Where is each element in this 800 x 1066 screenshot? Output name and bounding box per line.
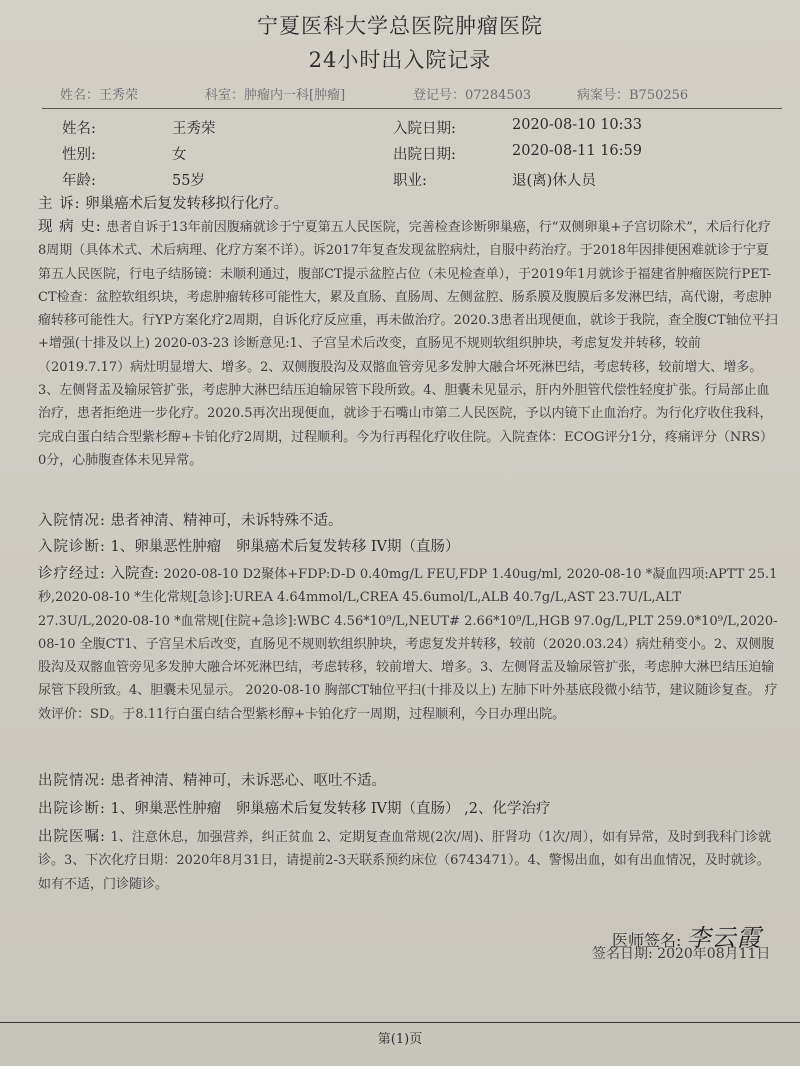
- admission-diagnosis: [38, 536, 778, 559]
- discharge-date-label: 出院日期:: [393, 147, 456, 163]
- signature-name: 李云霞: [686, 924, 762, 952]
- admit-dx-text: 1、卵巢恶性肿瘤 卵巢癌术后复发转移 IV期（直肠）: [110, 539, 460, 555]
- history-label: 现 病 史:: [38, 219, 102, 235]
- advice-label: 出院医嘱:: [38, 829, 106, 845]
- footer-divider: [0, 1022, 800, 1023]
- header-name: 姓名：王秀荣: [60, 88, 139, 103]
- course-label: 诊疗经过:: [38, 566, 106, 582]
- header-reg-no: 登记号：07284503: [413, 88, 532, 103]
- patient-age: 55岁: [172, 173, 205, 189]
- name-label: 姓名:: [62, 121, 96, 137]
- sex-label: 性别:: [62, 147, 96, 163]
- header-dept: 科室：肿瘤内一科[肿瘤]: [205, 88, 346, 103]
- complaint-label: 主 诉:: [38, 196, 81, 212]
- treatment-course: [38, 563, 778, 726]
- occupation-label: 职业:: [393, 173, 427, 189]
- discharge-date: 2020-08-11 16:59: [512, 143, 642, 159]
- course-text: 2020-08-10 *凝血四项:APTT 25.1秒,2020-08-10 *生化常规[急诊]:UREA 4.64mmol/L,CREA 45.6umol/L,ALB 40.7g/L,AST 23.7U/L,ALT 27.3U/L,2020-08-10 *血常规[住院+急诊]:WBC 4.56*10⁹/L,NEUT# 2.66*10⁹/L,HGB 97.0g/L,PLT 259.0*10⁹/L,2020-08-10 全腹CT1、子宫呈术后改变，直肠见不规则软组织肿块，考虑复发并转移，较前（2020.03.24）病灶稍变小。2、双侧腹股沟及双髂血管旁见多发肿大融合坏死淋巴结，考虑转移，较前增大、增多。3、左侧肾盂及输尿管扩张，考虑肿大淋巴结压迫输尿管下段所致。4、胆囊未见显示。 2020-08-10 胸部CT轴位平扫(十排及以上) 左肺下叶外基底段微小结节，建议随诊复查。 疗效评价：SD。于8.11行白蛋白结合型紫杉醇+卡铂化疗一周期，过程顺利，今日办理出院。: [38, 567, 778, 722]
- signature-label: 医师签名:: [612, 931, 682, 950]
- document-title: 24小时出入院记录: [308, 48, 492, 72]
- signature-date: 签名日期: 2020年08月11日: [592, 946, 771, 962]
- admission-status: [38, 510, 778, 533]
- discharge-dx-label: 出院诊断:: [38, 801, 106, 817]
- discharge-status-label: 出院情况:: [38, 773, 106, 789]
- history-text: 患者自诉于13年前因腹痛就诊于宁夏第五人民医院，完善检查诊断卵巢癌，行“双侧卵巢+子宫切除术”，术后行化疗8周期（具体术式、术后病理、化疗方案不详）。诉2017年复查发现盆腔病灶，自服中药治疗。于2018年因排便困难就诊于宁夏第五人民医院，行电子结肠镜：未顺利通过，腹部CT提示盆腔占位（未见检查单），于2019年1月就诊于福建省肿瘤医院行PET-CT检查：盆腔软组织块，考虑肿瘤转移可能性大，累及直肠、直肠周、左侧盆腔、肠系膜及腹膜后多发淋巴结，高代谢，考虑肿瘤转移可能性大。行YP方案化疗2周期，自诉化疗反应重，再未做治疗。2020.3患者出现便血，就诊于我院，查全腹CT轴位平扫+增强(十排及以上) 2020-03-23 诊断意见:1、子宫呈术后改变，直肠见不规则软组织肿块，考虑复发并转移，较前（2019.7.17）病灶明显增大、增多。2、双侧腹股沟及双髂血管旁见多发肿大融合坏死淋巴结，考虑转移，较前增大、增多。3、左侧肾盂及输尿管扩张，考虑肿大淋巴结压迫输尿管下段所致。4、胆囊未见显示，肝内外胆管代偿性轻度扩张。行局部止血治疗，患者拒绝进一步化疗。2020.5再次出现便血，就诊于石嘴山市第二人民医院，予以内镜下止血治疗。为行化疗收住我科，完成白蛋白结合型紫杉醇+卡铂化疗2周期，过程顺利。今为行再程化疗收住院。入院查体：ECOG评分1分，疼痛评分（NRS）0分，心肺腹查体未见异常。: [38, 220, 778, 468]
- admit-dx-label: 入院诊断:: [38, 539, 106, 555]
- header-row: [60, 84, 760, 106]
- present-illness: [38, 216, 778, 472]
- chief-complaint: [38, 193, 778, 216]
- admit-status-text: 患者神清、精神可，未诉特殊不适。: [110, 513, 343, 529]
- discharge-diagnosis: [38, 798, 778, 821]
- age-label: 年龄:: [62, 173, 96, 189]
- patient-occupation: 退(离)休人员: [512, 173, 596, 189]
- discharge-status-text: 患者神清、精神可，未诉恶心、呕吐不适。: [110, 773, 386, 789]
- course-lab: 2020-08-10 D2聚体+FDP:D-D 0.40mg/L FEU,FDP 1.40ug/ml,: [163, 567, 562, 582]
- admit-date-label: 入院日期:: [393, 121, 456, 137]
- patient-sex: 女: [172, 147, 187, 163]
- advice-text: 1、注意休息，加强营养，纠正贫血 2、定期复查血常规(2次/周)、肝肾功（1次/周），如有异常，及时到我科门诊就诊。3、下次化疗日期：2020年8月31日，请提前2-3天联系预约床位（6743471）。4、警惕出血，如有出血情况，及时就诊。如有不适，门诊随诊。: [38, 830, 772, 892]
- course-lead: 入院查:: [110, 566, 159, 582]
- discharge-advice: [38, 826, 778, 896]
- header-case-no: 病案号：B750256: [577, 88, 689, 103]
- patient-name: 王秀荣: [172, 121, 216, 137]
- admit-status-label: 入院情况:: [38, 513, 106, 529]
- hospital-name: 宁夏医科大学总医院肿瘤医院: [257, 14, 543, 38]
- discharge-dx-text: 1、卵巢恶性肿瘤 卵巢癌术后复发转移 IV期（直肠） ,2、化学治疗: [110, 801, 551, 817]
- complaint-text: 卵巢癌术后复发转移拟行化疗。: [85, 196, 289, 212]
- discharge-status: [38, 770, 778, 793]
- admit-date: 2020-08-10 10:33: [512, 117, 642, 133]
- header-divider: [42, 108, 782, 109]
- page-number: 第(1)页: [377, 1032, 423, 1047]
